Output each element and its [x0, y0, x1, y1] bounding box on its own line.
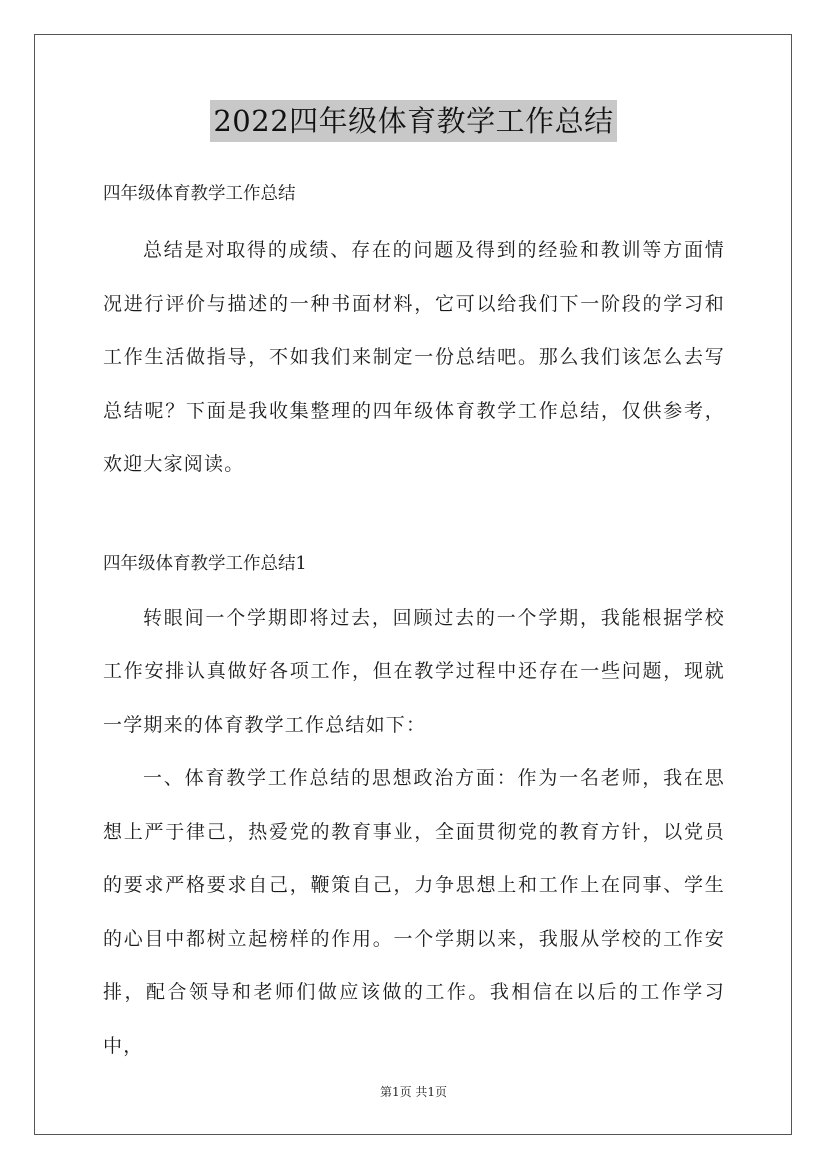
page-footer: 第1页 共1页	[379, 1085, 448, 1099]
title-container	[0, 100, 827, 142]
body-paragraph-2: 一、体育教学工作总结的思想政治方面：作为一名老师，我在思想上严于律己，热爱党的教育事业，全面贯彻党的教育方针，以党员的要求严格要求自己，鞭策自己，力争思想上和工作上在同事、学生的心目中都树立起榜样的作用。一个学期以来，我服从学校的工作安排，配合领导和老师们做应该做的工作。我相信在以后的工作学习中，	[103, 767, 725, 1057]
intro-paragraph: 总结是对取得的成绩、存在的问题及得到的经验和教训等方面情况进行评价与描述的一种书面材料，它可以给我们下一阶段的学习和工作生活做指导，不如我们来制定一份总结吧。那么我们该怎么去写总结呢？下面是我收集整理的四年级体育教学工作总结，仅供参考，欢迎大家阅读。	[103, 239, 725, 475]
document-body	[103, 178, 725, 1073]
section-heading-1: 四年级体育教学工作总结	[103, 184, 296, 204]
document-title: 2022四年级体育教学工作总结	[210, 100, 616, 142]
body-paragraph-1: 转眼间一个学期即将过去，回顾过去的一个学期，我能根据学校工作安排认真做好各项工作，但在教学过程中还存在一些问题，现就一学期来的体育教学工作总结如下：	[103, 606, 725, 736]
section-heading-2: 四年级体育教学工作总结1	[103, 553, 307, 574]
